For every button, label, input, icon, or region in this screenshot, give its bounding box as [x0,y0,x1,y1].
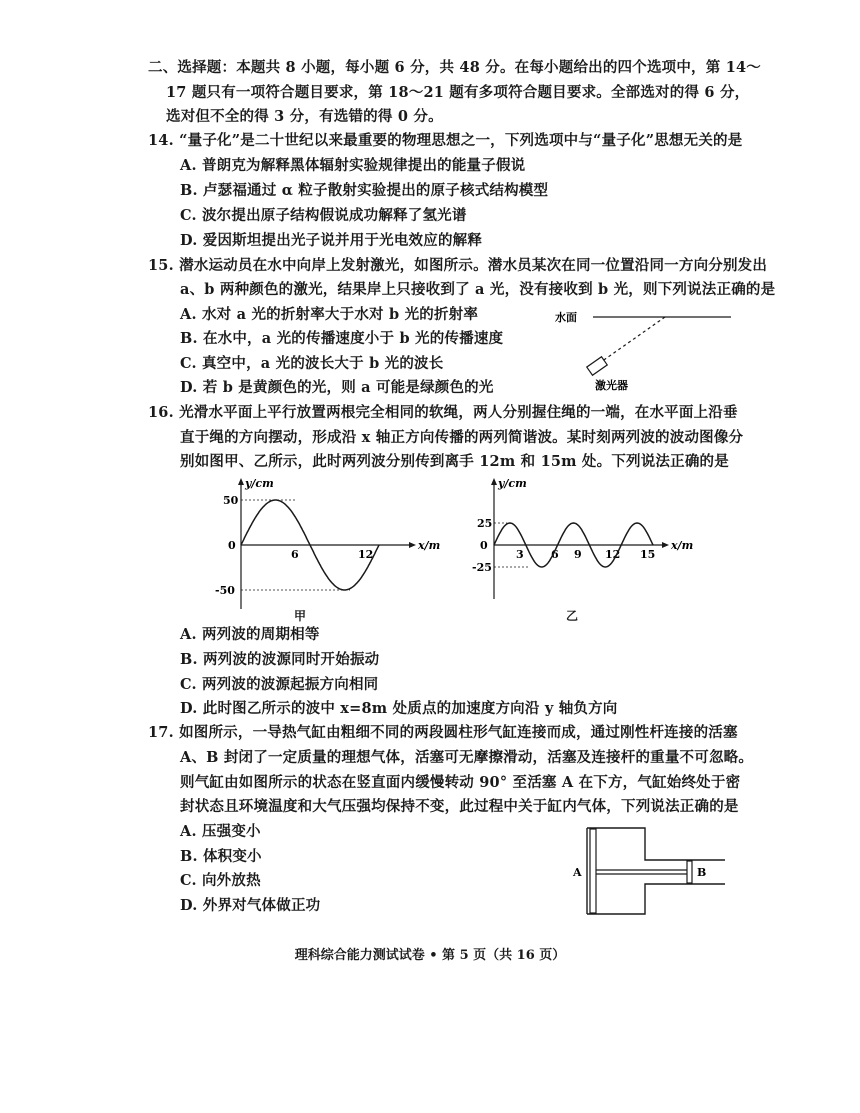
x-tick-label: 3 [516,548,524,561]
q15-option-c: C. 真空中，a 光的波长大于 b 光的波长 [180,355,444,372]
q16-stem-line-1: 16. 光滑水平面上平行放置两根完全相同的软绳，两人分别握住绳的一端，在水平面上沿垂 [148,404,738,421]
x-tick-label: 6 [551,548,559,561]
laser-label: 激光器 [595,379,628,392]
section-instructions-line-1: 二、选择题：本题共 8 小题，每小题 6 分，共 48 分。在每小题给出的四个选项中，第 14～ [148,59,761,76]
y-tick-label: 25 [477,517,493,530]
laser-beam-line [601,317,665,362]
q16-stem-line-2: 直于绳的方向摆动，形成沿 x 轴正方向传播的两列简谐波。某时刻两列波的波动图像分 [180,429,744,446]
water-surface-label: 水面 [555,311,577,324]
q14-option-b: B. 卢瑟福通过 α 粒子散射实验提出的原子核式结构模型 [180,182,549,199]
y-tick-label: -25 [472,561,492,574]
x-tick-label: 9 [574,548,582,561]
q14-option-d: D. 爱因斯坦提出光子说并用于光电效应的解释 [180,232,483,249]
x-tick-label: 15 [640,548,656,561]
x-axis-arrow-icon [409,542,416,548]
y-axis-label: y/cm [498,477,527,490]
x-tick-label: 6 [291,548,299,561]
cylinder-top-wall [587,828,685,860]
chart-caption-jia: 甲 [294,609,307,623]
q16-option-c: C. 两列波的波源起振方向相同 [180,676,379,693]
q14-stem: 14. “量子化”是二十世纪以来最重要的物理思想之一，下列选项中与“量子化”思想无关的是 [148,132,743,149]
y-tick-label: 0 [480,539,488,552]
y-axis-arrow-icon [491,478,497,485]
q17-option-c: C. 向外放热 [180,872,261,889]
wave-chart-jia [215,474,465,624]
page-footer: 理科综合能力测试试卷 • 第 5 页（共 16 页） [294,948,566,963]
q17-stem-line-2: A、B 封闭了一定质量的理想气体，活塞可无摩擦滑动，活塞及连接杆的重量不可忽略。 [180,749,754,766]
piston-a-label: A [573,866,582,879]
q15-stem-line-1: 15. 潜水运动员在水中向岸上发射激光，如图所示。潜水员某次在同一位置沿同一方向分别发出 [148,257,768,274]
q15-option-b: B. 在水中，a 光的传播速度小于 b 光的传播速度 [180,330,504,347]
q16-stem-line-3: 别如图甲、乙所示，此时两列波分别传到离手 12m 和 15m 处。下列说法正确的是 [180,453,729,470]
q17-stem-line-1: 17. 如图所示，一导热气缸由粗细不同的两段圆柱形气缸连接而成，通过刚性杆连接的活塞 [148,724,738,741]
q15-option-d: D. 若 b 是黄颜色的光，则 a 可能是绿颜色的光 [180,379,494,396]
q16-option-d: D. 此时图乙所示的波中 x=8m 处质点的加速度方向沿 y 轴负方向 [180,700,618,717]
q17-stem-line-4: 封状态且环境温度和大气压强均保持不变，此过程中关于缸内气体，下列说法正确的是 [180,798,739,815]
y-axis-arrow-icon [238,478,244,485]
x-axis-label: x/m [671,539,694,552]
x-axis-arrow-icon [662,542,669,548]
q15-option-a: A. 水对 a 光的折射率大于水对 b 光的折射率 [180,306,479,323]
x-tick-label: 12 [605,548,621,561]
wave-chart-yi [472,474,722,624]
chart-caption-yi: 乙 [566,609,579,623]
piston-b [687,861,692,883]
y-axis-label: y/cm [245,477,274,490]
section-instructions-line-2: 17 题只有一项符合题目要求，第 18～21 题有多项符合题目要求。全部选对的得 6 分， [166,84,750,101]
piston-a [590,829,596,913]
q17-stem-line-3: 则气缸由如图所示的状态在竖直面内缓慢转动 90° 至活塞 A 在下方，气缸始终处于密 [180,774,741,791]
q16-option-b: B. 两列波的波源同时开始振动 [180,651,380,668]
y-tick-label: 50 [223,494,239,507]
q14-option-a: A. 普朗克为解释黑体辐射实验规律提出的能量子假说 [180,157,526,174]
q17-option-d: D. 外界对气体做正功 [180,897,321,914]
x-tick-label: 12 [358,548,374,561]
piston-b-label: B [697,866,707,879]
laser-device-icon [587,357,607,376]
y-tick-label: -50 [215,584,235,597]
q16-option-a: A. 两列波的周期相等 [180,626,320,643]
section-instructions-line-3: 选对但不全的得 3 分，有选错的得 0 分。 [166,108,443,125]
x-axis-label: x/m [418,539,441,552]
q17-option-a: A. 压强变小 [180,823,261,840]
q15-laser-figure [555,300,745,398]
q15-stem-line-2: a、b 两种颜色的激光，结果岸上只接收到了 a 光，没有接收到 b 光，则下列说法正确的是 [180,281,776,298]
q17-cylinder-figure [565,826,745,918]
q14-option-c: C. 波尔提出原子结构假说成功解释了氢光谱 [180,207,467,224]
y-tick-label: 0 [228,539,236,552]
cylinder-bottom-wall [587,884,685,914]
q17-option-b: B. 体积变小 [180,848,262,865]
